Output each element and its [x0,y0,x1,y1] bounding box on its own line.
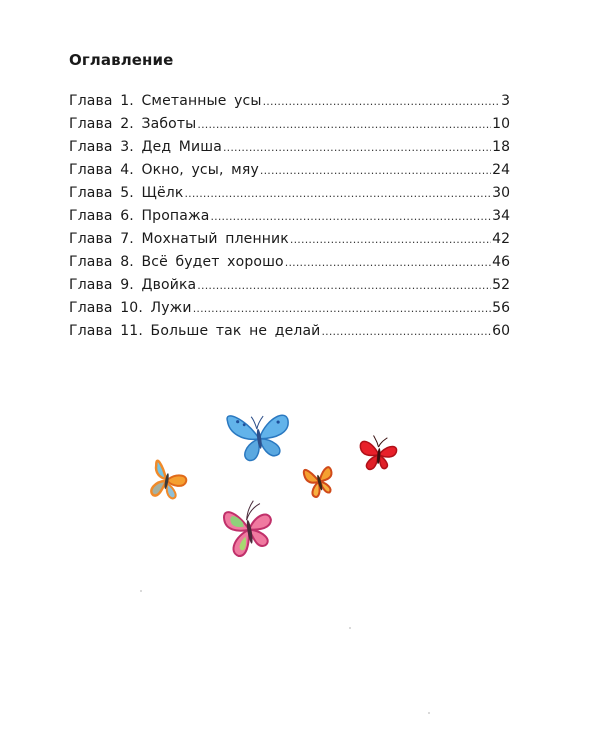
toc-entry[interactable] [69,182,510,205]
toc-list [69,90,510,343]
toc-entry-label: Глава 4. Окно, усы, мяу [69,162,259,178]
toc-entry[interactable] [69,297,510,320]
toc-entry-label: Глава 5. Щёлк [69,185,184,201]
toc-entry-page: 42 [492,231,510,247]
toc-entry-label: Глава 7. Мохнатый пленник [69,231,289,247]
toc-entry[interactable] [69,136,510,159]
paper-speck [428,712,430,714]
toc-entry-label: Глава 11. Больше так не делай [69,323,321,339]
toc-entry[interactable] [69,113,510,136]
toc-entry-label: Глава 1. Сметанные усы [69,93,262,109]
toc-leader-dots [197,274,491,297]
toc-entry-page: 46 [492,254,510,270]
toc-entry[interactable] [69,251,510,274]
toc-entry-page: 52 [492,277,510,293]
toc-entry-page: 30 [492,185,510,201]
toc-leader-dots [223,136,491,159]
toc-entry[interactable] [69,159,510,182]
toc-entry-page: 18 [492,139,510,155]
toc-leader-dots [197,113,491,136]
toc-entry-page: 10 [492,116,510,132]
orange-butterfly-icon [303,463,337,498]
pink-butterfly-icon [222,498,276,557]
toc-entry-page: 24 [492,162,510,178]
paper-speck [140,590,142,592]
toc-entry-page: 3 [501,93,510,109]
red-butterfly-icon [358,434,397,471]
toc-entry-label: Глава 2. Заботы [69,116,197,132]
teal-butterfly-icon [151,461,189,501]
toc-leader-dots [285,251,491,274]
toc-leader-dots [260,159,491,182]
blue-butterfly-icon [227,408,293,463]
toc-entry[interactable] [69,320,510,343]
toc-leader-dots [193,297,491,320]
toc-entry-page: 56 [492,300,510,316]
toc-entry-label: Глава 9. Двойка [69,277,197,293]
toc-entry[interactable] [69,90,510,113]
toc-entry[interactable] [69,228,510,251]
toc-entry-page: 34 [492,208,510,224]
toc-entry-label: Глава 8. Всё будет хорошо [69,254,284,270]
toc-leader-dots [290,228,491,251]
toc-leader-dots [321,320,491,343]
toc-entry-label: Глава 6. Пропажа [69,208,210,224]
toc-entry-page: 60 [492,323,510,339]
toc-leader-dots [184,182,491,205]
toc-entry-label: Глава 3. Дед Миша [69,139,222,155]
toc-entry-label: Глава 10. Лужи [69,300,192,316]
paper-speck [349,627,351,629]
toc-entry[interactable] [69,274,510,297]
toc-leader-dots [263,90,500,113]
toc-leader-dots [210,205,491,228]
toc-title: Оглавление [69,51,174,69]
toc-entry[interactable] [69,205,510,228]
